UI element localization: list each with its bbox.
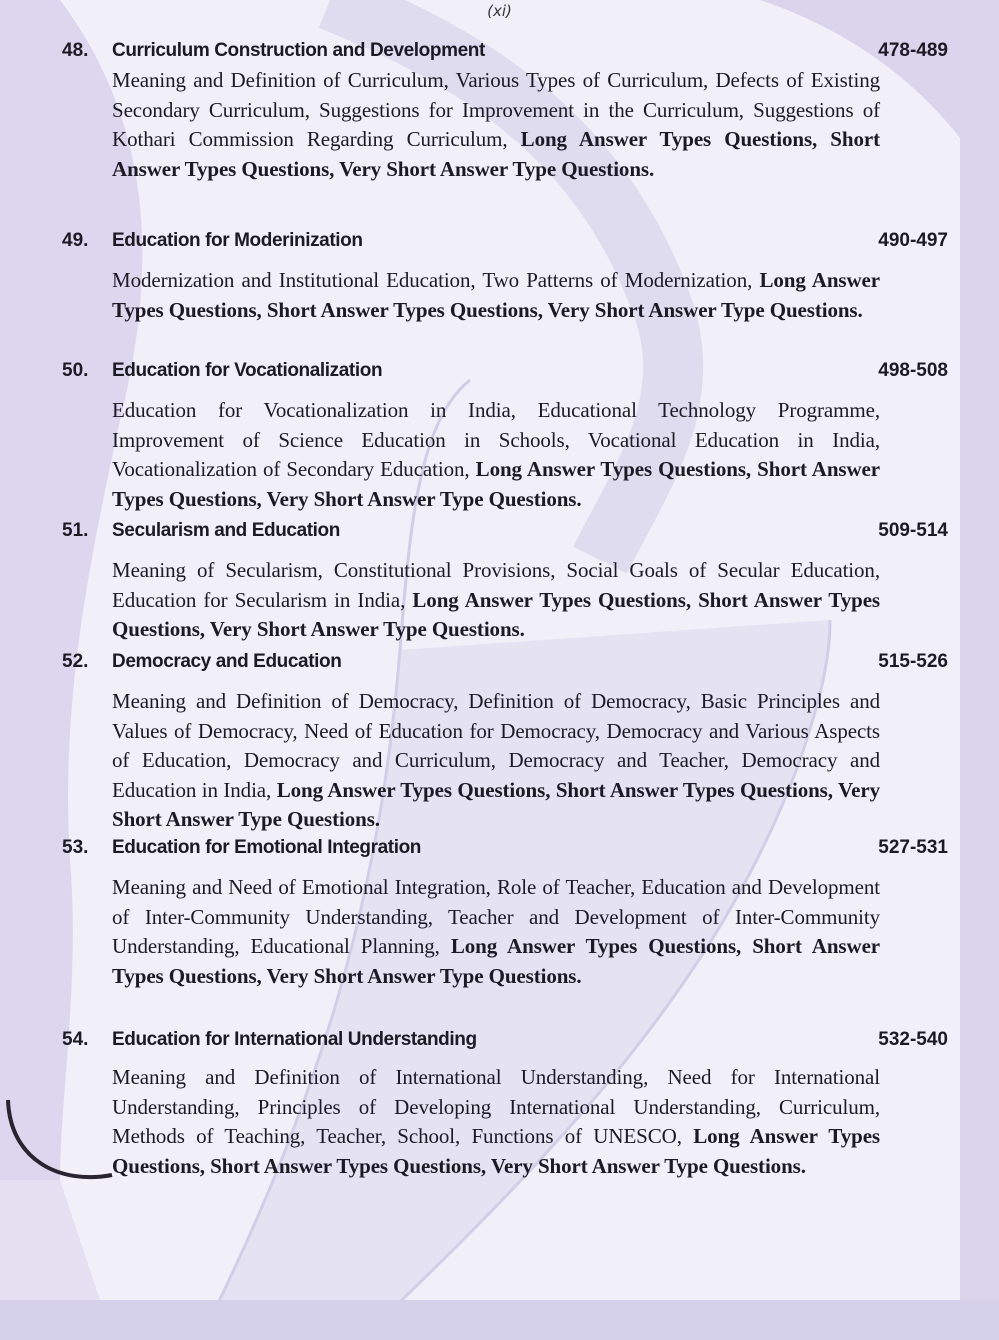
page-range: 490-497: [878, 230, 948, 251]
question-types: Long Answer Types Questions, Short Answer Types Questions, Very Short Answer Type Questions.: [112, 1124, 881, 1178]
chapter-number: 51.: [62, 520, 89, 541]
chapter-number: 53.: [62, 837, 89, 858]
topics-text: Meaning and Definition of International Understanding, Need for International Understanding, Principles of Developing International Understanding, Curriculum, Methods of Teaching, Teacher, School, Functions of UNESCO,: [112, 1065, 880, 1148]
chapter-topics: [112, 873, 880, 991]
toc-entry-51: [62, 520, 948, 645]
page-range: 515-526: [878, 651, 948, 672]
question-types: Long Answer Types Questions, Short Answer Types Questions, Very Short Answer Type Questions.: [112, 127, 880, 181]
chapter-number: 49.: [62, 230, 89, 251]
chapter-topics: [112, 66, 880, 184]
toc-entry-52: [62, 651, 948, 835]
chapter-topics: [112, 687, 880, 835]
toc-entry-54: [62, 1029, 948, 1181]
toc-entry-49: [62, 230, 948, 325]
page-range: 498-508: [878, 360, 948, 381]
topics-text: Education for Vocationalization in India, Educational Technology Programme, Improvement of Science Education in Schools, Vocational Education in India, Vocationalization of Secondary Education,: [112, 398, 880, 481]
chapter-title: Education for International Understanding: [112, 1029, 477, 1050]
question-types: Long Answer Types Questions, Short Answer Types Questions, Very Short Answer Type Questions.: [112, 268, 880, 322]
chapter-number: 52.: [62, 651, 89, 672]
chapter-title: Curriculum Construction and Development: [112, 40, 485, 61]
topics-text: Meaning and Definition of Democracy, Definition of Democracy, Basic Principles and Values of Democracy, Need of Education for Democracy, Democracy and Various Aspects of Education, Democracy and Curriculum, Democracy and Teacher, Democracy and Education in India,: [112, 689, 880, 802]
toc-entry-53: [62, 837, 948, 991]
chapter-number: 48.: [62, 40, 89, 61]
question-types: Long Answer Types Questions, Short Answer Types Questions, Very Short Answer Type Questions.: [112, 934, 881, 988]
question-types: Long Answer Types Questions, Short Answer Types Questions, Very Short Answer Type Questions.: [112, 777, 880, 831]
chapter-number: 54.: [62, 1029, 89, 1050]
page-range: 527-531: [878, 837, 948, 858]
toc-entry-48: [62, 40, 948, 184]
page-range: 532-540: [878, 1029, 948, 1050]
page-range: 478-489: [878, 40, 948, 61]
chapter-topics: [112, 556, 880, 645]
topics-text: Modernization and Institutional Education, Two Patterns of Modernization,: [112, 268, 753, 292]
chapter-topics: [112, 266, 880, 325]
chapter-title: Education for Emotional Integration: [112, 837, 422, 858]
chapter-number: 50.: [62, 360, 89, 381]
question-types: Long Answer Types Questions, Short Answer Types Questions, Very Short Answer Type Questions.: [112, 457, 880, 511]
topics-text: Meaning and Need of Emotional Integration, Role of Teacher, Education and Development of Inter-Community Understanding, Teacher and Development of Inter-Community Understanding, Educational Planning,: [112, 875, 880, 958]
chapter-title: Education for Moderinization: [112, 230, 363, 251]
page-number: (xi): [487, 2, 512, 20]
chapter-title: Secularism and Education: [112, 520, 340, 541]
toc-entry-50: [62, 360, 948, 514]
topics-text: Meaning and Definition of Curriculum, Various Types of Curriculum, Defects of Existing Secondary Curriculum, Suggestions for Improvement in the Curriculum, Suggestions of Kothari Commission Regarding Curriculum,: [112, 68, 880, 151]
chapter-topics: [112, 1063, 880, 1181]
chapter-title: Education for Vocationalization: [112, 360, 383, 381]
chapter-topics: [112, 396, 880, 514]
question-types: Long Answer Types Questions, Short Answer Types Questions, Very Short Answer Type Questions.: [112, 587, 880, 641]
page-range: 509-514: [878, 520, 948, 541]
chapter-title: Democracy and Education: [112, 651, 342, 672]
topics-text: Meaning of Secularism, Constitutional Provisions, Social Goals of Secular Education, Education for Secularism in India,: [112, 558, 880, 612]
